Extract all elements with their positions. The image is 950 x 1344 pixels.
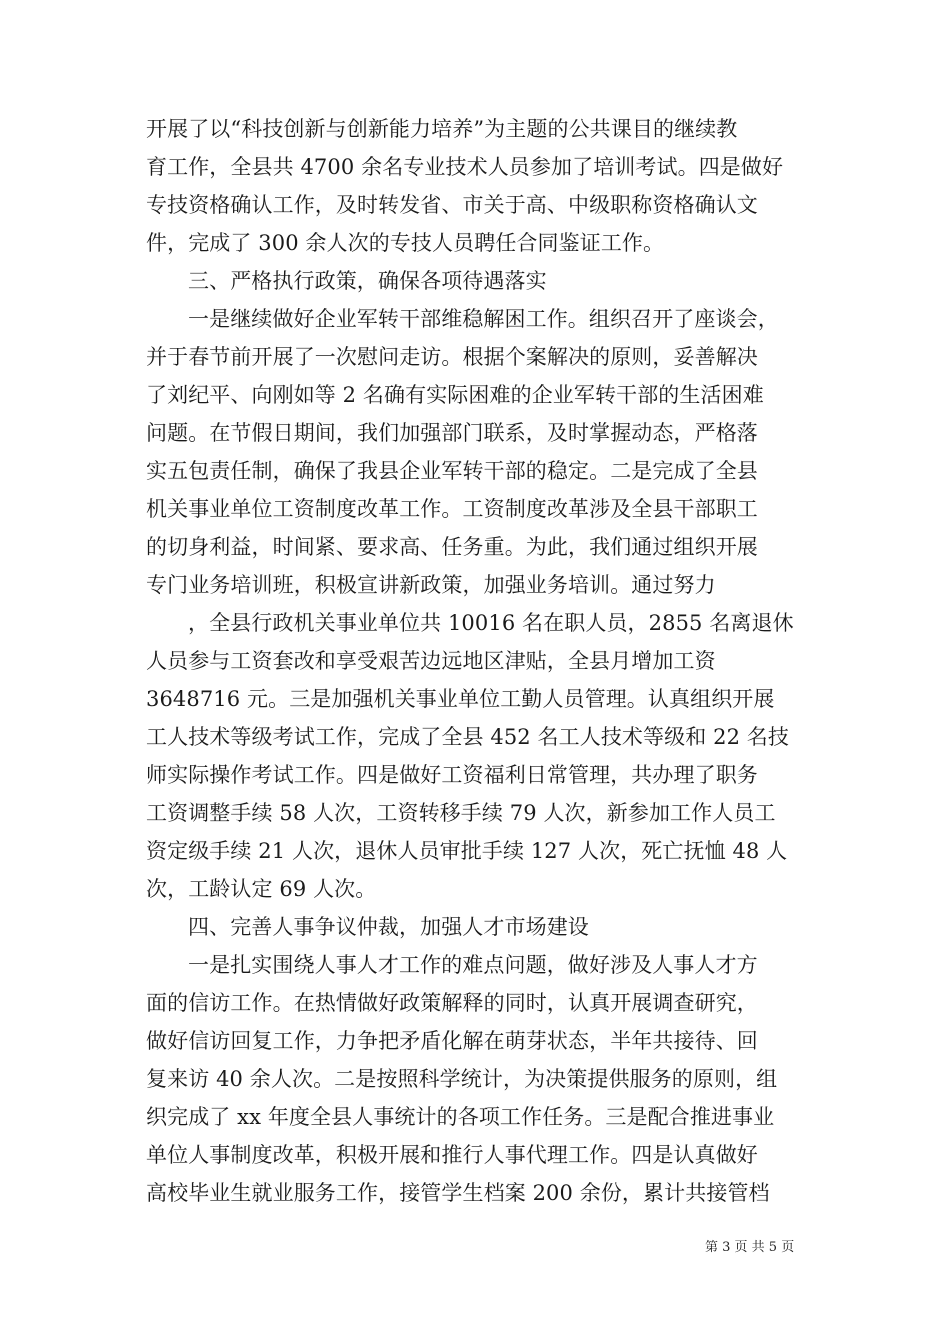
text-line: 面的信访工作。在热情做好政策解释的同时，认真开展调查研究， <box>146 991 758 1015</box>
section-heading: 三、严格执行政策，确保各项待遇落实 <box>188 269 547 293</box>
text-line: 资定级手续 21 人次，退休人员审批手续 127 人次，死亡抚恤 48 人 <box>146 839 788 863</box>
paragraph-first-line: ，全县行政机关事业单位共 10016 名在职人员，2855 名离退休 <box>188 611 794 635</box>
page-number: 第 3 页 共 5 页 <box>705 1240 795 1255</box>
text-line: 专技资格确认工作，及时转发省、市关于高、中级职称资格确认文 <box>146 193 758 217</box>
text-line: 育工作，全县共 4700 余名专业技术人员参加了培训考试。四是做好 <box>146 155 784 179</box>
text-line: 机关事业单位工资制度改革工作。工资制度改革涉及全县干部职工 <box>146 497 758 521</box>
text-line: 并于春节前开展了一次慰问走访。根据个案解决的原则，妥善解决 <box>146 345 758 369</box>
text-line: 专门业务培训班，积极宣讲新政策，加强业务培训。通过努力 <box>146 573 716 597</box>
text-line: 3648716 元。三是加强机关事业单位工勤人员管理。认真组织开展 <box>146 687 775 711</box>
text-line: 件，完成了 300 余人次的专技人员聘任合同鉴证工作。 <box>146 231 665 255</box>
text-line: 高校毕业生就业服务工作，接管学生档案 200 余份，累计共接管档 <box>146 1181 770 1205</box>
text-line: 开展了以“科技创新与创新能力培养”为主题的公共课目的继续教 <box>146 117 738 141</box>
text-line: 的切身利益，时间紧、要求高、任务重。为此，我们通过组织开展 <box>146 535 758 559</box>
section-heading: 四、完善人事争议仲裁，加强人才市场建设 <box>188 915 589 939</box>
text-line: 工人技术等级考试工作，完成了全县 452 名工人技术等级和 22 名技 <box>146 725 790 749</box>
text-line: 单位人事制度改革，积极开展和推行人事代理工作。四是认真做好 <box>146 1143 758 1167</box>
text-line: 师实际操作考试工作。四是做好工资福利日常管理，共办理了职务 <box>146 763 758 787</box>
text-line: 工资调整手续 58 人次，工资转移手续 79 人次，新参加工作人员工 <box>146 801 776 825</box>
text-line: 实五包责任制，确保了我县企业军转干部的稳定。二是完成了全县 <box>146 459 758 483</box>
text-line: 复来访 40 余人次。二是按照科学统计，为决策提供服务的原则，组 <box>146 1067 778 1091</box>
document-body <box>146 110 808 1212</box>
paragraph-first-line: 一是继续做好企业军转干部维稳解困工作。组织召开了座谈会， <box>188 307 779 331</box>
text-line: 问题。在节假日期间，我们加强部门联系，及时掌握动态，严格落 <box>146 421 758 445</box>
text-line: 次，工龄认定 69 人次。 <box>146 877 377 901</box>
text-line: 做好信访回复工作，力争把矛盾化解在萌芽状态，半年共接待、回 <box>146 1029 758 1053</box>
paragraph-first-line: 一是扎实围绕人事人才工作的难点问题，做好涉及人事人才方 <box>188 953 758 977</box>
text-line: 人员参与工资套改和享受艰苦边远地区津贴，全县月增加工资 <box>146 649 716 673</box>
text-line: 了刘纪平、向刚如等 2 名确有实际困难的企业军转干部的生活困难 <box>146 383 764 407</box>
text-line: 织完成了 xx 年度全县人事统计的各项工作任务。三是配合推进事业 <box>146 1105 775 1129</box>
